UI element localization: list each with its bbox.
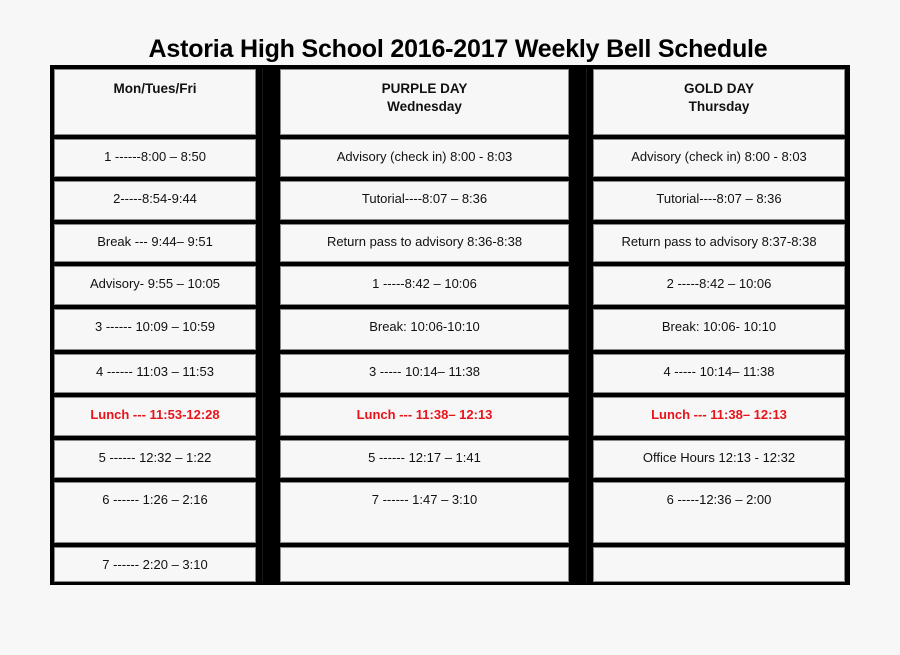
schedule-cell: 5 ------ 12:32 – 1:22 bbox=[54, 440, 256, 478]
schedule-cell: Advisory (check in) 8:00 - 8:03 bbox=[280, 139, 569, 177]
schedule-cell: 4 ----- 10:14– 11:38 bbox=[593, 354, 845, 393]
schedule-cell: Break: 10:06-10:10 bbox=[280, 309, 569, 350]
divider-line bbox=[586, 68, 587, 582]
empty-cell bbox=[593, 547, 845, 582]
schedule-cell: 6 ------ 1:26 – 2:16 bbox=[54, 482, 256, 543]
schedule-cell: 7 ------ 1:47 – 3:10 bbox=[280, 482, 569, 543]
column-header-line2: Thursday bbox=[688, 99, 750, 114]
schedule-cell: Break --- 9:44– 9:51 bbox=[54, 224, 256, 262]
column-header bbox=[593, 69, 845, 135]
lunch-cell: Lunch --- 11:38– 12:13 bbox=[280, 397, 569, 436]
schedule-cell: Return pass to advisory 8:36-8:38 bbox=[280, 224, 569, 262]
empty-cell bbox=[280, 547, 569, 582]
page-title: Astoria High School 2016-2017 Weekly Bell Schedule bbox=[148, 35, 768, 63]
schedule-cell: 6 -----12:36 – 2:00 bbox=[593, 482, 845, 543]
column-header-line1: GOLD DAY bbox=[683, 81, 754, 96]
schedule-cell: Advisory (check in) 8:00 - 8:03 bbox=[593, 139, 845, 177]
column-mon-tues-fri bbox=[53, 68, 258, 582]
schedule-cell: 1 -----8:42 – 10:06 bbox=[280, 266, 569, 305]
lunch-cell: Lunch --- 11:38– 12:13 bbox=[593, 397, 845, 436]
schedule-cell: 2 -----8:42 – 10:06 bbox=[593, 266, 845, 305]
schedule-cell: 5 ------ 12:17 – 1:41 bbox=[280, 440, 569, 478]
schedule-cell: 4 ------ 11:03 – 11:53 bbox=[54, 354, 256, 393]
schedule-cell: Tutorial----8:07 – 8:36 bbox=[280, 181, 569, 220]
column-header-line1: PURPLE DAY bbox=[381, 81, 468, 96]
column-header bbox=[280, 69, 569, 135]
schedule-cell: 7 ------ 2:20 – 3:10 bbox=[54, 547, 256, 582]
column-divider bbox=[571, 68, 591, 582]
schedule-cell: 3 ----- 10:14– 11:38 bbox=[280, 354, 569, 393]
schedule-cell: 2-----8:54-9:44 bbox=[54, 181, 256, 220]
column-header-line1: Mon/Tues/Fri bbox=[113, 81, 197, 96]
schedule-cell: 1 ------8:00 – 8:50 bbox=[54, 139, 256, 177]
schedule-cell: Office Hours 12:13 - 12:32 bbox=[593, 440, 845, 478]
lunch-cell: Lunch --- 11:53-12:28 bbox=[54, 397, 256, 436]
bell-schedule-table bbox=[50, 65, 850, 585]
column-purple-day bbox=[278, 68, 571, 582]
schedule-cell: 3 ------ 10:09 – 10:59 bbox=[54, 309, 256, 350]
schedule-cell: Advisory- 9:55 – 10:05 bbox=[54, 266, 256, 305]
column-header-line2: Wednesday bbox=[387, 99, 462, 114]
schedule-cell: Break: 10:06- 10:10 bbox=[593, 309, 845, 350]
column-gold-day bbox=[591, 68, 847, 582]
column-divider bbox=[258, 68, 278, 582]
divider-line bbox=[262, 68, 263, 582]
column-header bbox=[54, 69, 256, 135]
schedule-cell: Return pass to advisory 8:37-8:38 bbox=[593, 224, 845, 262]
schedule-cell: Tutorial----8:07 – 8:36 bbox=[593, 181, 845, 220]
